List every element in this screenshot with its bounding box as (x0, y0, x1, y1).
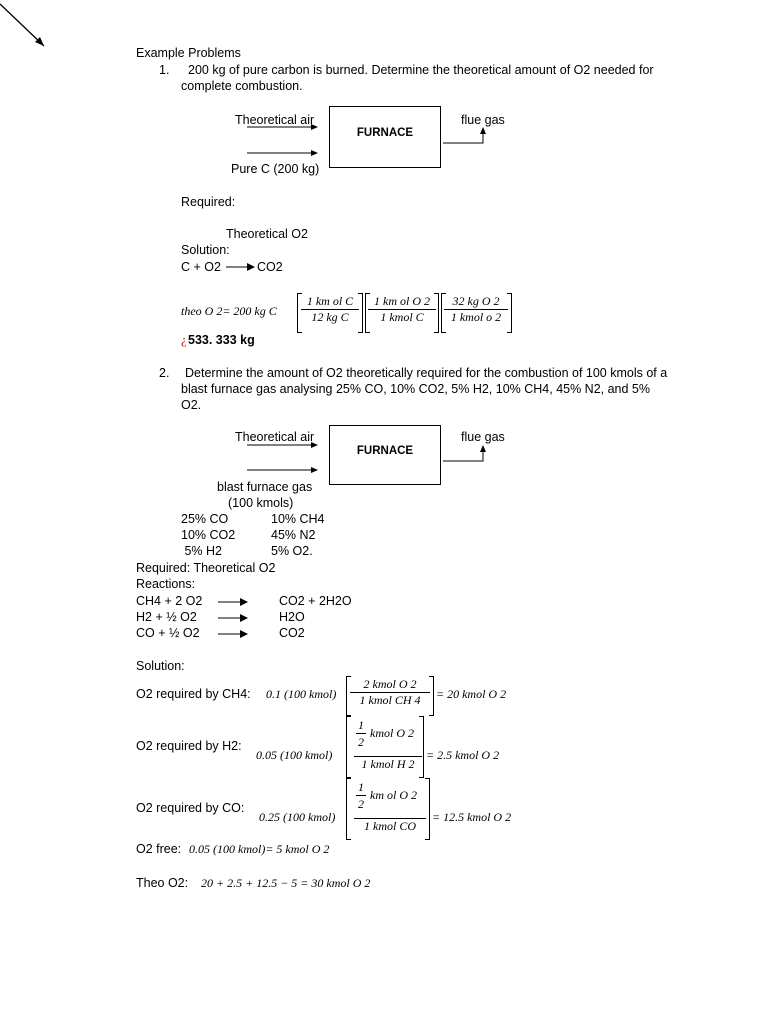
diagram2-input-air-label: Theoretical air (235, 430, 315, 444)
reactions-label: Reactions: (136, 577, 196, 591)
half-denominator: 2 (358, 735, 364, 749)
equation1-fraction-2 (368, 294, 436, 325)
diagram2-flue-gas-label: flue gas (461, 430, 505, 444)
fraction-denominator: 1 kmol CH 4 (359, 693, 421, 707)
reaction-left: H2 + ½ O2 (136, 610, 197, 624)
o2-free-label: O2 free: (136, 842, 182, 856)
fraction-numerator: 1 km ol C (301, 294, 359, 310)
problem-2-text-line3: O2. (181, 398, 202, 412)
problem-1-number: 1. (159, 63, 170, 77)
half-numerator: 1 (358, 780, 364, 794)
diagram2-input-gas-amount: (100 kmols) (228, 496, 294, 510)
reaction-left: CH4 + 2 O2 (136, 594, 203, 608)
problem-2-number: 2. (159, 366, 170, 380)
problem-1-text-line2: complete combustion. (181, 79, 303, 93)
fraction-numerator (354, 778, 426, 819)
ch4-prefix: 0.1 (100 kmol) (266, 687, 337, 701)
composition-cell: 25% CO (181, 512, 229, 526)
h2-prefix: 0.05 (100 kmol) (256, 748, 333, 762)
theo-o2-expression: 20 + 2.5 + 12.5 − 5 = 30 kmol O 2 (201, 876, 371, 890)
ch4-fraction (350, 677, 430, 708)
fraction-numerator: 1 km ol O 2 (368, 294, 436, 310)
h2-result: = 2.5 kmol O 2 (426, 748, 500, 762)
diagram1-furnace-box (329, 106, 441, 168)
co-prefix: 0.25 (100 kmol) (259, 810, 336, 824)
problem-1-reaction-left: C + O2 (181, 260, 221, 274)
half-denominator: 2 (358, 797, 364, 811)
reaction-right: H2O (279, 610, 305, 624)
diagram2-input-gas-label: blast furnace gas (217, 480, 313, 494)
co-label: O2 required by CO: (136, 801, 245, 815)
equation1-fraction-1 (301, 294, 359, 325)
composition-cell: 10% CO2 (181, 528, 236, 542)
fraction-numerator: 32 kg O 2 (444, 294, 508, 310)
numerator-unit: kmol O 2 (370, 726, 414, 740)
ch4-result: = 20 kmol O 2 (436, 687, 507, 701)
diagram1-furnace-label: FURNACE (356, 127, 414, 139)
fraction-numerator (354, 716, 422, 757)
composition-cell: 5% H2 (181, 544, 222, 558)
reaction-right: CO2 + 2H2O (279, 594, 352, 608)
ch4-label: O2 required by CH4: (136, 687, 251, 701)
diagram2-furnace-box (329, 425, 441, 485)
problem-1-reaction-right: CO2 (257, 260, 283, 274)
half-bar (356, 795, 366, 796)
equation1-bracket (358, 293, 363, 333)
co-fraction (354, 778, 426, 834)
problem-2-solution-label: Solution: (136, 659, 185, 673)
composition-cell: 10% CH4 (271, 512, 325, 526)
ch4-bracket (429, 676, 434, 716)
numerator-unit: km ol O 2 (370, 788, 417, 802)
problem-1-solution-label: Solution: (181, 243, 230, 257)
fraction-denominator: 1 kmol o 2 (450, 310, 502, 324)
reaction-right: CO2 (279, 626, 305, 640)
co-bracket (425, 778, 430, 840)
composition-cell: 45% N2 (271, 528, 316, 542)
half-bar (356, 733, 366, 734)
problem-2-required: Required: Theoretical O2 (136, 561, 276, 575)
h2-bracket (419, 716, 424, 778)
fraction-denominator: 1 kmol C (380, 310, 424, 324)
fraction-denominator: 12 kg C (311, 310, 349, 324)
problem-1-required-value: Theoretical O2 (226, 227, 308, 241)
equation1-fraction-3 (444, 294, 508, 325)
composition-cell: 5% O2. (271, 544, 313, 558)
problem-1-answer: 533. 333 kg (188, 333, 255, 347)
fraction-denominator: 1 kmol H 2 (361, 757, 415, 771)
heading: Example Problems (136, 46, 241, 60)
problem-2-text-line2: blast furnace gas analysing 25% CO, 10% CO2, 5% H2, 10% CH4, 45% N2, and 5% (181, 382, 651, 396)
diagram1-input-air-label: Theoretical air (235, 113, 315, 127)
fraction-numerator: 2 kmol O 2 (350, 677, 430, 693)
equation1-bracket (434, 293, 439, 333)
o2-free-expression: 0.05 (100 kmol)= 5 kmol O 2 (189, 842, 330, 856)
half-numerator: 1 (358, 718, 364, 732)
diagram1-input-carbon-label: Pure C (200 kg) (231, 162, 320, 176)
equation1-bracket (507, 293, 512, 333)
answer-prefix-glyph: ¿ (181, 333, 187, 347)
h2-fraction (354, 716, 422, 772)
co-result: = 12.5 kmol O 2 (432, 810, 512, 824)
h2-bracket (346, 716, 351, 778)
problem-1-text-line1: 200 kg of pure carbon is burned. Determine the theoretical amount of O2 needed for (188, 63, 654, 77)
h2-label: O2 required by H2: (136, 739, 242, 753)
diagram1-flue-gas-label: flue gas (461, 113, 505, 127)
reaction-left: CO + ½ O2 (136, 626, 200, 640)
equation1-lhs: theo O 2= 200 kg C (181, 304, 277, 318)
problem-2-text-line1: Determine the amount of O2 theoretically required for the combustion of 100 kmols of a (185, 366, 668, 380)
diagram2-furnace-label: FURNACE (356, 445, 414, 457)
problem-1-required-label: Required: (181, 195, 236, 209)
theo-o2-label: Theo O2: (136, 876, 189, 890)
fraction-denominator: 1 kmol CO (364, 819, 416, 833)
co-bracket (346, 778, 351, 840)
